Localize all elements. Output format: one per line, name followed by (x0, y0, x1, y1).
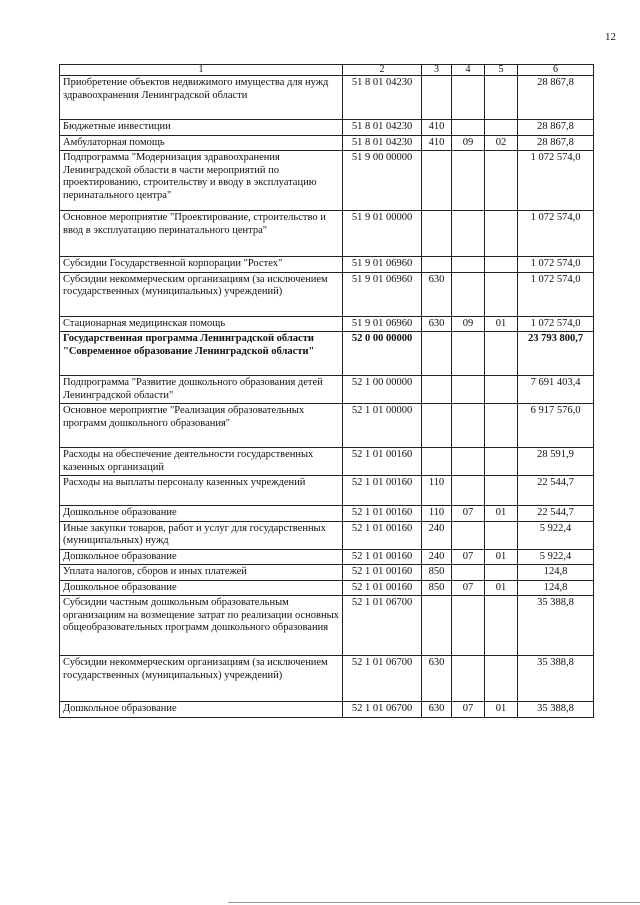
subsection-cell: 01 (485, 549, 518, 565)
section-cell (452, 476, 485, 506)
table-row (60, 476, 594, 506)
item-name-cell: Приобретение объектов недвижимого имущества для нужд здравоохранения Ленинградской области (60, 76, 343, 120)
item-name-cell: Субсидии некоммерческим организациям (за исключением государственных (муниципальных) учреждений) (60, 272, 343, 316)
table-row (60, 332, 594, 376)
item-name-cell: Подпрограмма "Модернизация здравоохранения Ленинградской области в части мероприятий по проектированию, строительству и вводу в эксплуатацию перинатального центра" (60, 151, 343, 211)
target-code-cell: 52 1 01 00160 (343, 580, 422, 596)
section-cell (452, 521, 485, 549)
subsection-cell (485, 272, 518, 316)
expense-type-cell: 410 (422, 135, 452, 151)
subsection-cell (485, 476, 518, 506)
subsection-cell: 01 (485, 580, 518, 596)
expense-type-cell (422, 404, 452, 448)
amount-cell: 1 072 574,0 (518, 316, 594, 332)
target-code-cell: 52 1 01 00160 (343, 549, 422, 565)
amount-cell: 22 544,7 (518, 506, 594, 522)
subsection-cell: 01 (485, 702, 518, 718)
table-row (60, 448, 594, 476)
table-row (60, 656, 594, 702)
target-code-cell: 51 9 00 00000 (343, 151, 422, 211)
section-cell (452, 257, 485, 273)
amount-cell: 124,8 (518, 580, 594, 596)
column-header: 5 (485, 65, 518, 76)
amount-cell: 22 544,7 (518, 476, 594, 506)
item-name-cell: Уплата налогов, сборов и иных платежей (60, 565, 343, 581)
amount-cell: 5 922,4 (518, 521, 594, 549)
target-code-cell: 51 9 01 06960 (343, 272, 422, 316)
amount-cell: 28 867,8 (518, 76, 594, 120)
item-name-cell: Расходы на выплаты персоналу казенных учреждений (60, 476, 343, 506)
expense-type-cell: 630 (422, 702, 452, 718)
amount-cell: 35 388,8 (518, 596, 594, 656)
section-cell (452, 120, 485, 136)
target-code-cell: 52 1 01 06700 (343, 656, 422, 702)
amount-cell: 124,8 (518, 565, 594, 581)
table-row (60, 257, 594, 273)
target-code-cell: 52 1 01 00160 (343, 506, 422, 522)
section-cell (452, 376, 485, 404)
table-row (60, 211, 594, 257)
table-row (60, 404, 594, 448)
item-name-cell: Дошкольное образование (60, 580, 343, 596)
expense-type-cell (422, 211, 452, 257)
target-code-cell: 52 1 01 00160 (343, 448, 422, 476)
section-cell: 07 (452, 549, 485, 565)
expense-type-cell (422, 332, 452, 376)
target-code-cell: 51 9 01 00000 (343, 211, 422, 257)
section-cell: 07 (452, 702, 485, 718)
subsection-cell (485, 376, 518, 404)
amount-cell: 1 072 574,0 (518, 151, 594, 211)
table-row (60, 506, 594, 522)
table-row (60, 272, 594, 316)
subsection-cell (485, 404, 518, 448)
column-header: 6 (518, 65, 594, 76)
column-header: 2 (343, 65, 422, 76)
amount-cell: 1 072 574,0 (518, 272, 594, 316)
target-code-cell: 51 9 01 06960 (343, 257, 422, 273)
expense-type-cell: 240 (422, 521, 452, 549)
item-name-cell: Субсидии Государственной корпорации "Ростех" (60, 257, 343, 273)
table-row (60, 702, 594, 718)
section-cell (452, 656, 485, 702)
target-code-cell: 51 8 01 04230 (343, 76, 422, 120)
section-cell (452, 404, 485, 448)
expense-type-cell: 240 (422, 549, 452, 565)
item-name-cell: Стационарная медицинская помощь (60, 316, 343, 332)
expense-type-cell (422, 376, 452, 404)
column-header: 1 (60, 65, 343, 76)
amount-cell: 7 691 403,4 (518, 376, 594, 404)
subsection-cell (485, 211, 518, 257)
subsection-cell (485, 120, 518, 136)
section-cell: 09 (452, 316, 485, 332)
table-row (60, 580, 594, 596)
item-name-cell: Дошкольное образование (60, 506, 343, 522)
expense-type-cell (422, 448, 452, 476)
target-code-cell: 52 1 01 00000 (343, 404, 422, 448)
expense-type-cell: 850 (422, 580, 452, 596)
subsection-cell (485, 596, 518, 656)
target-code-cell: 51 8 01 04230 (343, 120, 422, 136)
subsection-cell (485, 332, 518, 376)
subsection-cell (485, 521, 518, 549)
target-code-cell: 51 9 01 06960 (343, 316, 422, 332)
amount-cell: 5 922,4 (518, 549, 594, 565)
subsection-cell (485, 257, 518, 273)
table-row (60, 120, 594, 136)
scan-edge-line (228, 902, 640, 903)
amount-cell: 28 867,8 (518, 120, 594, 136)
expense-type-cell (422, 596, 452, 656)
column-header: 4 (452, 65, 485, 76)
target-code-cell: 52 1 01 00160 (343, 476, 422, 506)
subsection-cell: 01 (485, 316, 518, 332)
column-header: 3 (422, 65, 452, 76)
section-cell: 07 (452, 580, 485, 596)
item-name-cell: Основное мероприятие "Проектирование, строительство и ввод в эксплуатацию перинатального центра" (60, 211, 343, 257)
expense-type-cell (422, 257, 452, 273)
expense-type-cell: 850 (422, 565, 452, 581)
expense-type-cell: 110 (422, 476, 452, 506)
table-row (60, 596, 594, 656)
subsection-cell: 02 (485, 135, 518, 151)
table-row (60, 549, 594, 565)
table-row (60, 76, 594, 120)
section-cell: 09 (452, 135, 485, 151)
section-cell (452, 272, 485, 316)
table-row (60, 151, 594, 211)
item-name-cell: Государственная программа Ленинградской области "Современное образование Ленинградской области" (60, 332, 343, 376)
section-cell (452, 151, 485, 211)
amount-cell: 6 917 576,0 (518, 404, 594, 448)
item-name-cell: Субсидии частным дошкольным образовательным организациям на возмещение затрат по реализации основных общеобразовательных программ дошкольного образования (60, 596, 343, 656)
expense-type-cell (422, 151, 452, 211)
amount-cell: 23 793 800,7 (518, 332, 594, 376)
item-name-cell: Подпрограмма "Развитие дошкольного образования детей Ленинградской области" (60, 376, 343, 404)
table-row (60, 565, 594, 581)
table-row (60, 316, 594, 332)
expense-type-cell: 410 (422, 120, 452, 136)
subsection-cell (485, 448, 518, 476)
target-code-cell: 52 1 01 00160 (343, 521, 422, 549)
section-cell (452, 596, 485, 656)
table-row (60, 376, 594, 404)
section-cell: 07 (452, 506, 485, 522)
target-code-cell: 51 8 01 04230 (343, 135, 422, 151)
item-name-cell: Дошкольное образование (60, 549, 343, 565)
amount-cell: 35 388,8 (518, 656, 594, 702)
amount-cell: 35 388,8 (518, 702, 594, 718)
subsection-cell (485, 151, 518, 211)
table-header-row (60, 65, 594, 76)
expense-type-cell: 630 (422, 656, 452, 702)
target-code-cell: 52 1 01 06700 (343, 702, 422, 718)
table-row (60, 521, 594, 549)
target-code-cell: 52 1 00 00000 (343, 376, 422, 404)
item-name-cell: Основное мероприятие "Реализация образовательных программ дошкольного образования" (60, 404, 343, 448)
budget-table (59, 64, 594, 718)
amount-cell: 1 072 574,0 (518, 257, 594, 273)
item-name-cell: Амбулаторная помощь (60, 135, 343, 151)
expense-type-cell (422, 76, 452, 120)
amount-cell: 28 591,9 (518, 448, 594, 476)
section-cell (452, 565, 485, 581)
item-name-cell: Бюджетные инвестиции (60, 120, 343, 136)
expense-type-cell: 630 (422, 272, 452, 316)
item-name-cell: Субсидии некоммерческим организациям (за исключением государственных (муниципальных) учреждений) (60, 656, 343, 702)
item-name-cell: Иные закупки товаров, работ и услуг для государственных (муниципальных) нужд (60, 521, 343, 549)
amount-cell: 1 072 574,0 (518, 211, 594, 257)
expense-type-cell: 630 (422, 316, 452, 332)
subsection-cell (485, 565, 518, 581)
section-cell (452, 332, 485, 376)
amount-cell: 28 867,8 (518, 135, 594, 151)
section-cell (452, 211, 485, 257)
target-code-cell: 52 0 00 00000 (343, 332, 422, 376)
expense-type-cell: 110 (422, 506, 452, 522)
subsection-cell (485, 76, 518, 120)
item-name-cell: Расходы на обеспечение деятельности государственных казенных организаций (60, 448, 343, 476)
subsection-cell: 01 (485, 506, 518, 522)
item-name-cell: Дошкольное образование (60, 702, 343, 718)
table-row (60, 135, 594, 151)
section-cell (452, 76, 485, 120)
subsection-cell (485, 656, 518, 702)
target-code-cell: 52 1 01 00160 (343, 565, 422, 581)
section-cell (452, 448, 485, 476)
page-number: 12 (605, 31, 616, 43)
target-code-cell: 52 1 01 06700 (343, 596, 422, 656)
